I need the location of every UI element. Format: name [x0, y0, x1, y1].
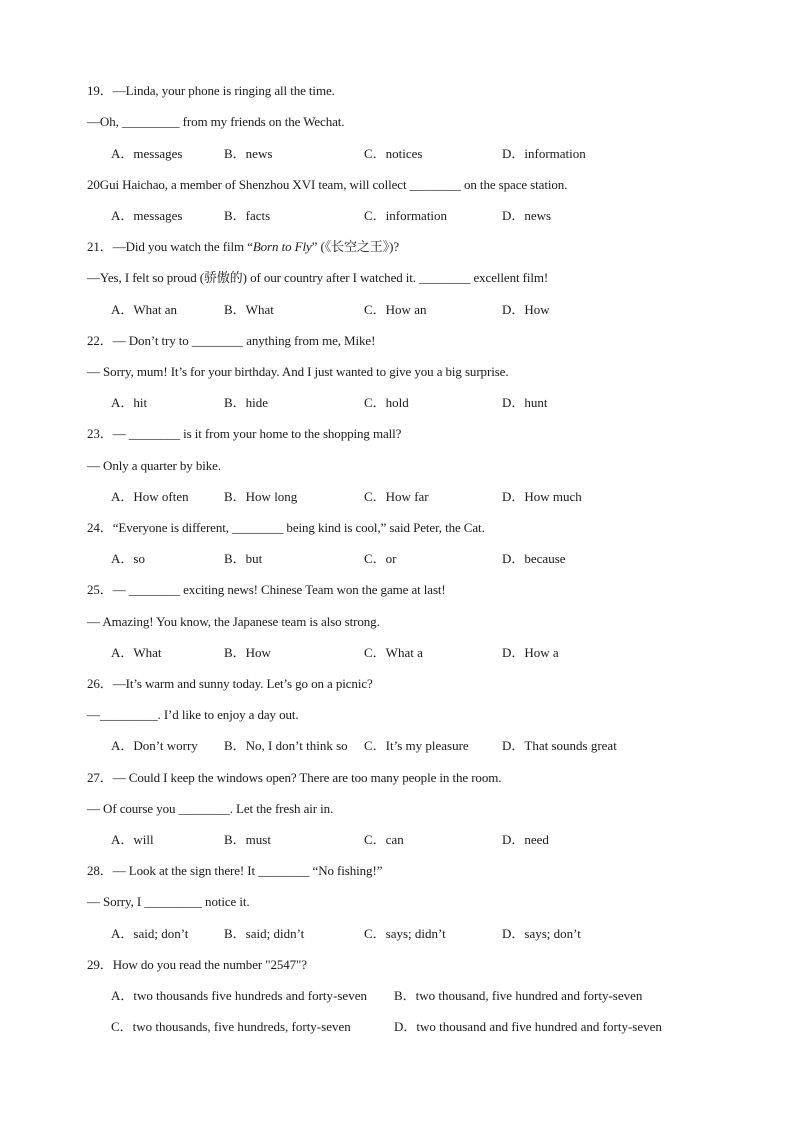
option-b[interactable]: B．two thousand, five hundred and forty-seven [394, 988, 643, 1003]
option-a[interactable]: A．so [111, 551, 145, 566]
q28-line-1 [87, 861, 754, 881]
q25-text: 25．— [87, 582, 129, 597]
option-a[interactable]: A．How often [111, 489, 189, 504]
q25-line-2 [87, 612, 754, 632]
option-b[interactable]: B．No, I don’t think so [224, 738, 348, 753]
option-c[interactable]: C．hold [364, 395, 409, 410]
q26-options [111, 736, 754, 756]
answer-blank: ________ [178, 801, 230, 816]
q29-text: 29．How do you read the number "2547"? [87, 957, 307, 972]
answer-blank: _________ [99, 707, 158, 722]
q29-options-row-1 [111, 986, 754, 1006]
option-d[interactable]: D．news [502, 208, 552, 223]
q22-options [111, 393, 754, 413]
option-b[interactable]: B．news [224, 146, 273, 161]
q22-line-1 [87, 331, 754, 351]
option-a[interactable]: A．messages [111, 146, 183, 161]
answer-blank: ________ [258, 863, 310, 878]
q28-text: — Sorry, I [87, 894, 145, 909]
option-a[interactable]: A．two thousands five hundreds and forty-seven [111, 988, 367, 1003]
q24-text: being kind is cool,” said Peter, the Cat. [283, 520, 485, 535]
q23-text: — Only a quarter by bike. [87, 458, 221, 473]
film-title: Born to Fly [252, 239, 312, 254]
option-a[interactable]: A．Don’t worry [111, 738, 198, 753]
q24-line-1 [87, 518, 754, 538]
q19-line-2 [87, 112, 754, 132]
q21-text: 21．—Did you watch the film “ [87, 239, 253, 254]
answer-blank: ________ [409, 177, 461, 192]
option-d[interactable]: D．information [502, 146, 586, 161]
option-b[interactable]: B．What [224, 302, 274, 317]
option-d[interactable]: D．How much [502, 489, 582, 504]
option-b[interactable]: B．How [224, 645, 271, 660]
option-a[interactable]: A．will [111, 832, 154, 847]
q21-line-1 [87, 237, 754, 257]
option-c[interactable]: C．information [364, 208, 448, 223]
q27-options [111, 830, 754, 850]
q21-options [111, 300, 754, 320]
q20-options [111, 206, 754, 226]
option-c[interactable]: C．or [364, 551, 397, 566]
q21-text: ” (《长空之王》)? [311, 239, 400, 254]
q28-text: “No fishing!” [309, 863, 383, 878]
option-d[interactable]: D．hunt [502, 395, 548, 410]
q21-text: excellent film! [470, 270, 549, 285]
q20-line-1 [87, 175, 754, 195]
q26-line-2 [87, 705, 754, 725]
q19-text: from my friends on the Wechat. [179, 114, 345, 129]
q20-text: 20Gui Haichao, a member of Shenzhou XVI team, will collect [87, 177, 410, 192]
q20-text: on the space station. [460, 177, 568, 192]
q22-line-2 [87, 362, 754, 382]
q26-text: — [87, 707, 100, 722]
option-c[interactable]: C．How far [364, 489, 429, 504]
q26-text: 26．—It’s warm and sunny today. Let’s go on a picnic? [87, 676, 373, 691]
option-b[interactable]: B．said; didn’t [224, 926, 305, 941]
q29-options-row-2 [111, 1017, 754, 1037]
option-a[interactable]: A．said; don’t [111, 926, 189, 941]
q23-line-1 [87, 424, 754, 444]
q27-line-2 [87, 799, 754, 819]
q24-text: 24．“Everyone is different, [87, 520, 233, 535]
option-d[interactable]: D．need [502, 832, 549, 847]
q21-line-2 [87, 268, 754, 288]
q27-line-1 [87, 768, 754, 788]
option-a[interactable]: A．hit [111, 395, 148, 410]
option-c[interactable]: C．can [364, 832, 404, 847]
answer-blank: _________ [121, 114, 180, 129]
option-b[interactable]: B．How long [224, 489, 298, 504]
option-a[interactable]: A．What [111, 645, 162, 660]
q28-text: 28．— Look at the sign there! It [87, 863, 259, 878]
option-c[interactable]: C．It’s my pleasure [364, 738, 469, 753]
q23-options [111, 487, 754, 507]
q26-line-1 [87, 674, 754, 694]
option-d[interactable]: D．That sounds great [502, 738, 617, 753]
q25-line-1 [87, 580, 754, 600]
q23-text: 23．— [87, 426, 129, 441]
option-d[interactable]: D．says; don’t [502, 926, 581, 941]
q28-options [111, 924, 754, 944]
q28-text: notice it. [201, 894, 250, 909]
q19-text: —Oh, [87, 114, 122, 129]
answer-blank: ________ [191, 333, 244, 348]
option-d[interactable]: D．How [502, 302, 550, 317]
q27-text: 27．— Could I keep the windows open? There are too many people in the room. [87, 770, 502, 785]
q27-text: . Let the fresh air in. [229, 801, 334, 816]
option-c[interactable]: C．says; didn’t [364, 926, 446, 941]
option-c[interactable]: C．notices [364, 146, 423, 161]
q28-line-2 [87, 892, 754, 912]
answer-blank: ________ [128, 426, 180, 441]
q25-text: exciting news! Chinese Team won the game at last! [179, 582, 446, 597]
option-c[interactable]: C．What a [364, 645, 423, 660]
answer-blank: ________ [232, 520, 284, 535]
option-c[interactable]: C．two thousands, five hundreds, forty-seven [111, 1019, 351, 1034]
option-b[interactable]: B．must [224, 832, 271, 847]
q25-options [111, 643, 754, 663]
q19-text: 19．—Linda, your phone is ringing all the time. [87, 83, 335, 98]
option-c[interactable]: C．How an [364, 302, 427, 317]
option-d[interactable]: D．two thousand and five hundred and forty-seven [394, 1019, 662, 1034]
answer-blank: _________ [144, 894, 202, 909]
q21-text: —Yes, I felt so proud (骄傲的) of our country after I watched it. [87, 270, 420, 285]
q29-line-1 [87, 955, 754, 975]
q19-options [111, 144, 754, 164]
answer-blank: ________ [419, 270, 471, 285]
q22-text: 22．— Don’t try to [87, 333, 192, 348]
q22-text: anything from me, Mike! [243, 333, 376, 348]
q22-text: — Sorry, mum! It’s for your birthday. And I just wanted to give you a big surprise. [87, 364, 509, 379]
q25-text: — Amazing! You know, the Japanese team is also strong. [87, 614, 380, 629]
option-a[interactable]: A．messages [111, 208, 183, 223]
option-b[interactable]: B．facts [224, 208, 271, 223]
q24-options [111, 549, 754, 569]
option-d[interactable]: D．because [502, 551, 566, 566]
q19-line-1 [87, 81, 754, 101]
option-b[interactable]: B．but [224, 551, 263, 566]
q27-text: — Of course you [87, 801, 179, 816]
option-b[interactable]: B．hide [224, 395, 269, 410]
option-d[interactable]: D．How a [502, 645, 559, 660]
answer-blank: ________ [128, 582, 180, 597]
q23-text: is it from your home to the shopping mall? [179, 426, 402, 441]
q23-line-2 [87, 456, 754, 476]
q26-text: . I’d like to enjoy a day out. [157, 707, 299, 722]
option-a[interactable]: A．What an [111, 302, 178, 317]
